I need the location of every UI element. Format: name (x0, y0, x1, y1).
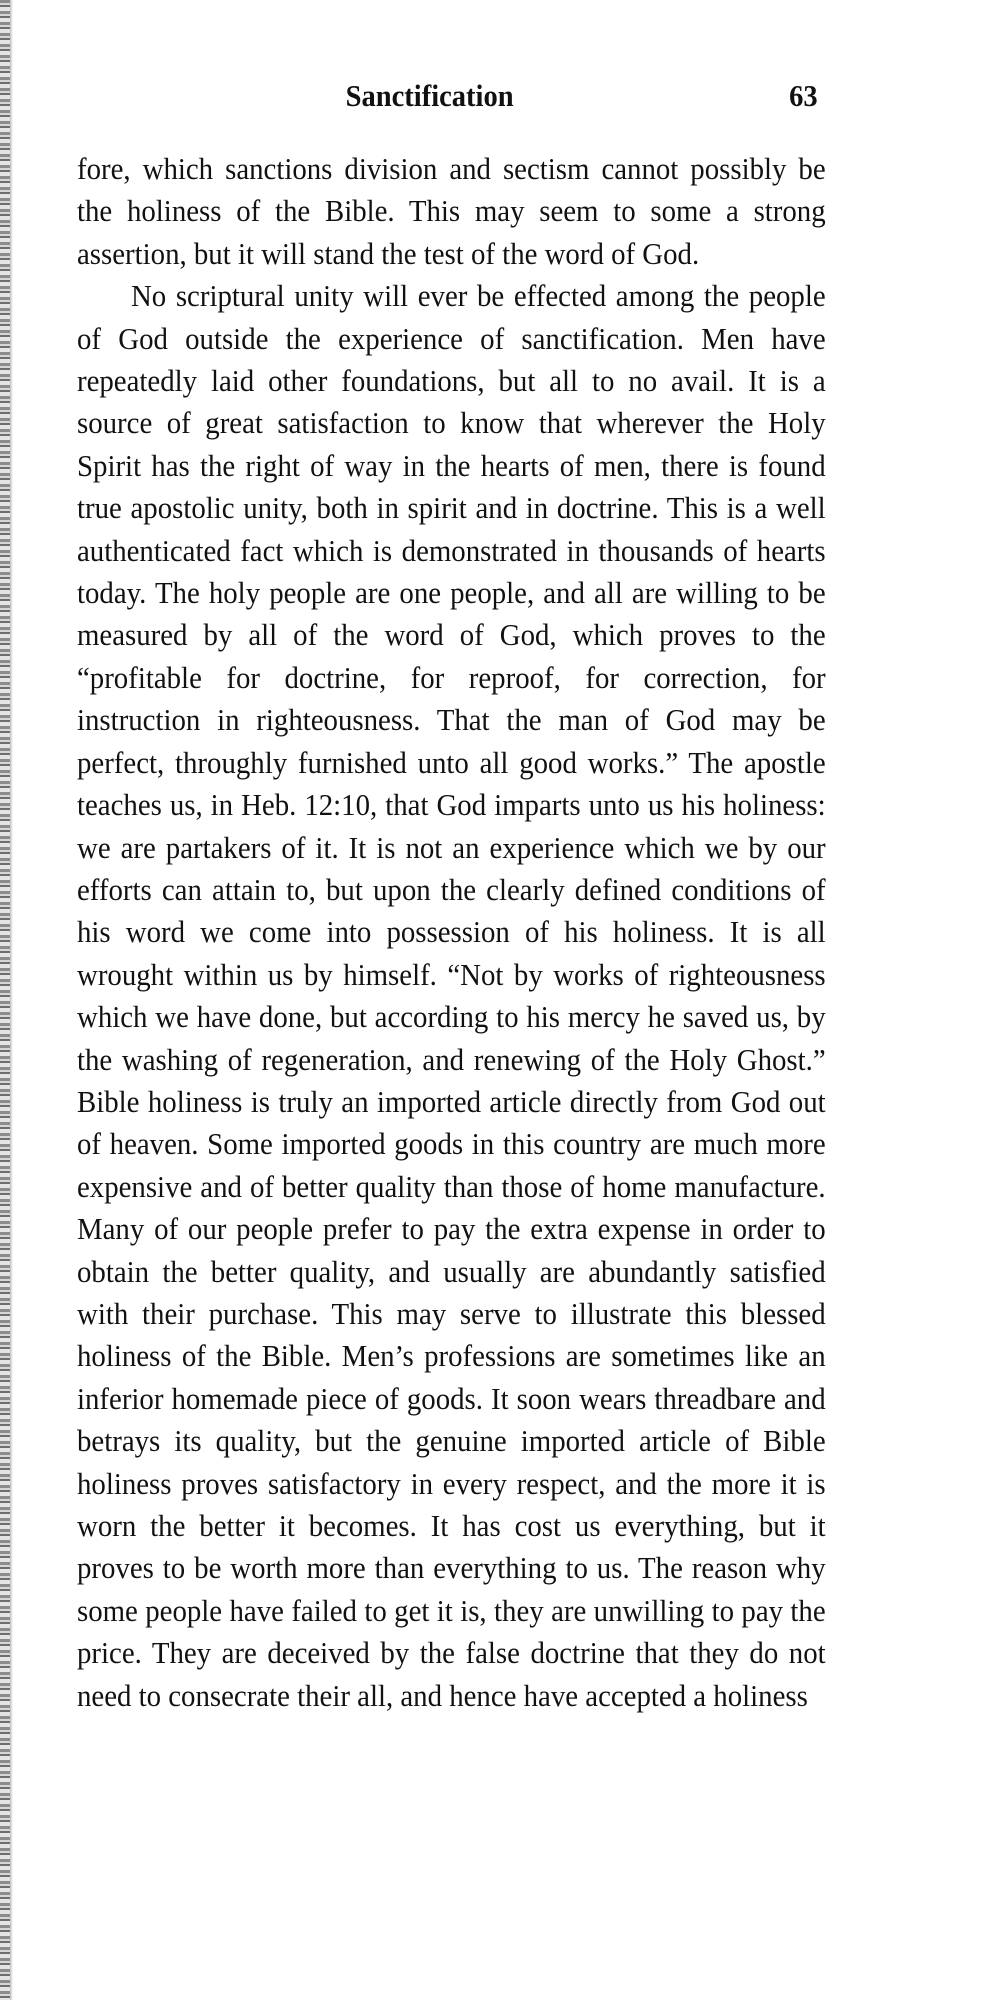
running-title: Sanctification (345, 78, 514, 113)
page-number: 63 (789, 78, 818, 113)
running-header (77, 78, 818, 120)
paragraph: No scriptural unity will ever be effected among the people of God outside the experience of sanctification. Men have repeatedly laid other foundations, but all to no avail. It is a source of great satisfaction to know that wherever the Holy Spirit has the right of way in the hearts of men, there is found true apostolic unity, both in spirit and in doctrine. This is a well authenticated fact which is demonstrated in thousands of hearts today. The holy people are one people, and all are willing to be measured by all of the word of God, which proves to the “profitable for doctrine, for reproof, for correction, for instruction in righteousness. That the man of God may be perfect, throughly furnished unto all good works.” The apostle teaches us, in Heb. 12:10, that God imparts unto us his holiness: we are partakers of it. It is not an experience which we by our efforts can attain to, but upon the clearly defined conditions of his word we come into possession of his holiness. It is all wrought within us by himself. “Not by works of righteousness which we have done, but according to his mercy he saved us, by the washing of regeneration, and renewing of the Holy Ghost.” Bible holiness is truly an imported article directly from God out of heaven. Some imported goods in this country are much more expensive and of better quality than those of home manufacture. Many of our people prefer to pay the extra expense in order to obtain the better quality, and usually are abundantly satisfied with their purchase. This may serve to illustrate this blessed holiness of the Bible. Men’s professions are sometimes like an inferior homemade piece of goods. It soon wears threadbare and betrays its quality, but the genuine imported article of Bible holiness proves satisfactory in every respect, and the more it is worn the better it becomes. It has cost us everything, but it proves to be worth more than everything to us. The reason why some people have failed to get it is, they are unwilling to pay the price. They are deceived by the false doctrine that they do not need to consecrate their all, and hence have accepted a holiness (77, 278, 826, 1713)
paragraph-continued: fore, which sanctions division and sectism cannot possibly be the holiness of the Bible. This may seem to some a strong assertion, but it will stand the test of the word of God. (77, 151, 826, 271)
body-text (77, 148, 826, 1717)
page-binding-edge (0, 0, 10, 2000)
